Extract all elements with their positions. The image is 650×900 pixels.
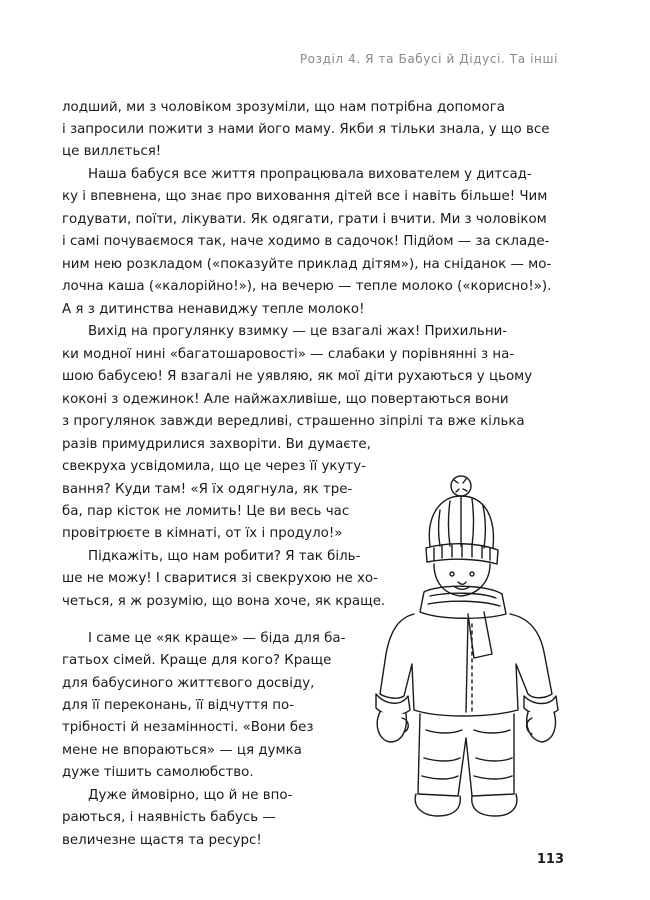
text-line: А я з дитинства ненавиджу тепле молоко! [62, 302, 365, 317]
text-line: Наша бабуся все життя пропрацювала вихователем у дитсад- [88, 167, 532, 182]
text-line: четься, я ж розумію, що вона хоче, як краще. [62, 594, 386, 609]
text-line: і запросили пожити з нами його маму. Якби я тільки знала, у що все [62, 122, 550, 137]
text-line: І саме це «як краще» — біда для ба- [88, 631, 346, 646]
text-line: дуже тішить самолюбство. [62, 765, 254, 780]
text-line: разів примудрилися захворіти. Ви думаєте, [62, 437, 371, 452]
text-line: це виллється! [62, 144, 162, 159]
text-line: лочна каша («калорійно!»), на вечерю — тепле молоко («корисно!»). [62, 279, 552, 294]
text-line: для бабусиного життєвого досвіду, [62, 676, 315, 691]
bundled-child-illustration [368, 468, 598, 820]
text-line: свекруха усвідомила, що це через її укуту- [62, 459, 366, 474]
text-line: гатьох сімей. Краще для кого? Краще [62, 653, 332, 668]
text-line: раються, і наявність бабусь — [62, 810, 276, 825]
text-line: годувати, поїти, лікувати. Як одягати, грати і вчити. Ми з чоловіком [62, 212, 547, 227]
text-line: Підкажіть, що нам робити? Я так біль- [88, 549, 361, 564]
running-header: Розділ 4. Я та Бабусі й Дідусі. Та інші [299, 52, 558, 66]
text-line: трібності й незамінності. «Вони без [62, 720, 314, 735]
text-line: вання? Куди там! «Я їх одягнула, як тре- [62, 482, 353, 497]
text-line: ним нею розкладом («показуйте приклад дітям»), на сніданок — мо- [62, 257, 552, 272]
text-line: ба, пар кісток не ломить! Це ви весь час [62, 504, 350, 519]
text-line: величезне щастя та ресурс! [62, 833, 262, 848]
text-line: ки модної нині «багатошаровості» — слабаки у порівнянні з на- [62, 347, 515, 362]
text-line: лодший, ми з чоловіком зрозуміли, що нам потрібна допомога [62, 100, 505, 115]
text-line: провітрюєте в кімнаті, от їх і продуло!» [62, 526, 343, 541]
text-line: Вихід на прогулянку взимку — це взагалі жах! Прихильни- [88, 324, 508, 339]
text-line: для її переконань, її відчуття по- [62, 698, 295, 713]
text-line: шою бабусею! Я взагалі не уявляю, як мої діти рухаються у цьому [62, 369, 533, 384]
text-line: і самі почуваємося так, наче ходимо в садочок! Підйом — за складе- [62, 234, 550, 249]
text-line: коконі з одежинок! Але найжахливіше, що повертаються вони [62, 392, 509, 407]
text-line: ше не можу! І сваритися зі свекрухою не хо- [62, 571, 378, 586]
text-line: з прогулянок завжди вередливі, страшенно зіпрілі та вже кілька [62, 414, 525, 429]
text-line: мене не впораються» — ця думка [62, 743, 302, 758]
text-line: ку і впевнена, що знає про виховання дітей все і навіть більше! Чим [62, 189, 548, 204]
page-number: 113 [536, 852, 564, 867]
text-line: Дуже ймовірно, що й не впо- [88, 788, 293, 803]
